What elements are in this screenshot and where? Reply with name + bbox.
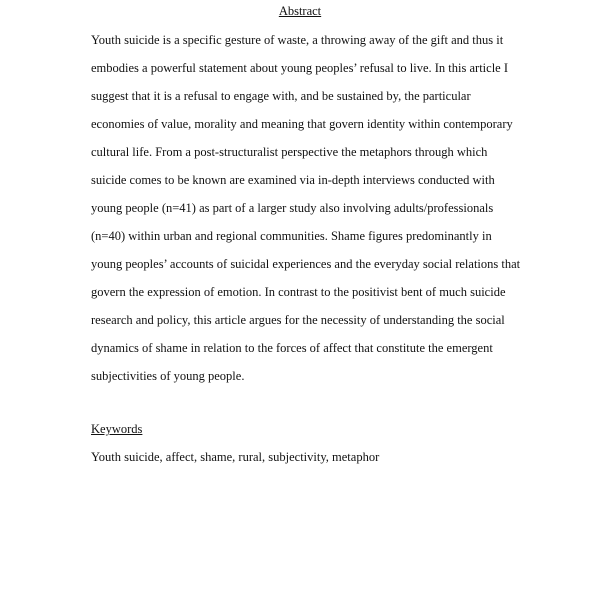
abstract-line: research and policy, this article argues for the necessity of understanding the social (91, 313, 505, 327)
abstract-line: suggest that it is a refusal to engage with, and be sustained by, the particular (91, 89, 471, 103)
abstract-body (91, 31, 520, 395)
abstract-line: embodies a powerful statement about young peoples’ refusal to live. In this article I (91, 61, 509, 75)
keywords-heading: Keywords (91, 422, 143, 436)
abstract-line: (n=40) within urban and regional communities. Shame figures predominantly in (91, 229, 492, 243)
abstract-line: dynamics of shame in relation to the forces of affect that constitute the emergent (91, 341, 493, 355)
abstract-line: young peoples’ accounts of suicidal experiences and the everyday social relations that (91, 257, 521, 271)
keywords-list: Youth suicide, affect, shame, rural, subjectivity, metaphor (91, 450, 380, 464)
abstract-line: young people (n=41) as part of a larger study also involving adults/professionals (91, 201, 494, 215)
abstract-heading: Abstract (278, 4, 322, 18)
abstract-line: cultural life. From a post-structuralist perspective the metaphors through which (91, 145, 488, 159)
abstract-line: Youth suicide is a specific gesture of waste, a throwing away of the gift and thus it (91, 33, 504, 47)
abstract-line: subjectivities of young people. (91, 369, 245, 383)
abstract-line: govern the expression of emotion. In contrast to the positivist bent of much suicide (91, 285, 506, 299)
abstract-line: economies of value, morality and meaning that govern identity within contemporary (91, 117, 513, 131)
abstract-line: suicide comes to be known are examined via in-depth interviews conducted with (91, 173, 495, 187)
